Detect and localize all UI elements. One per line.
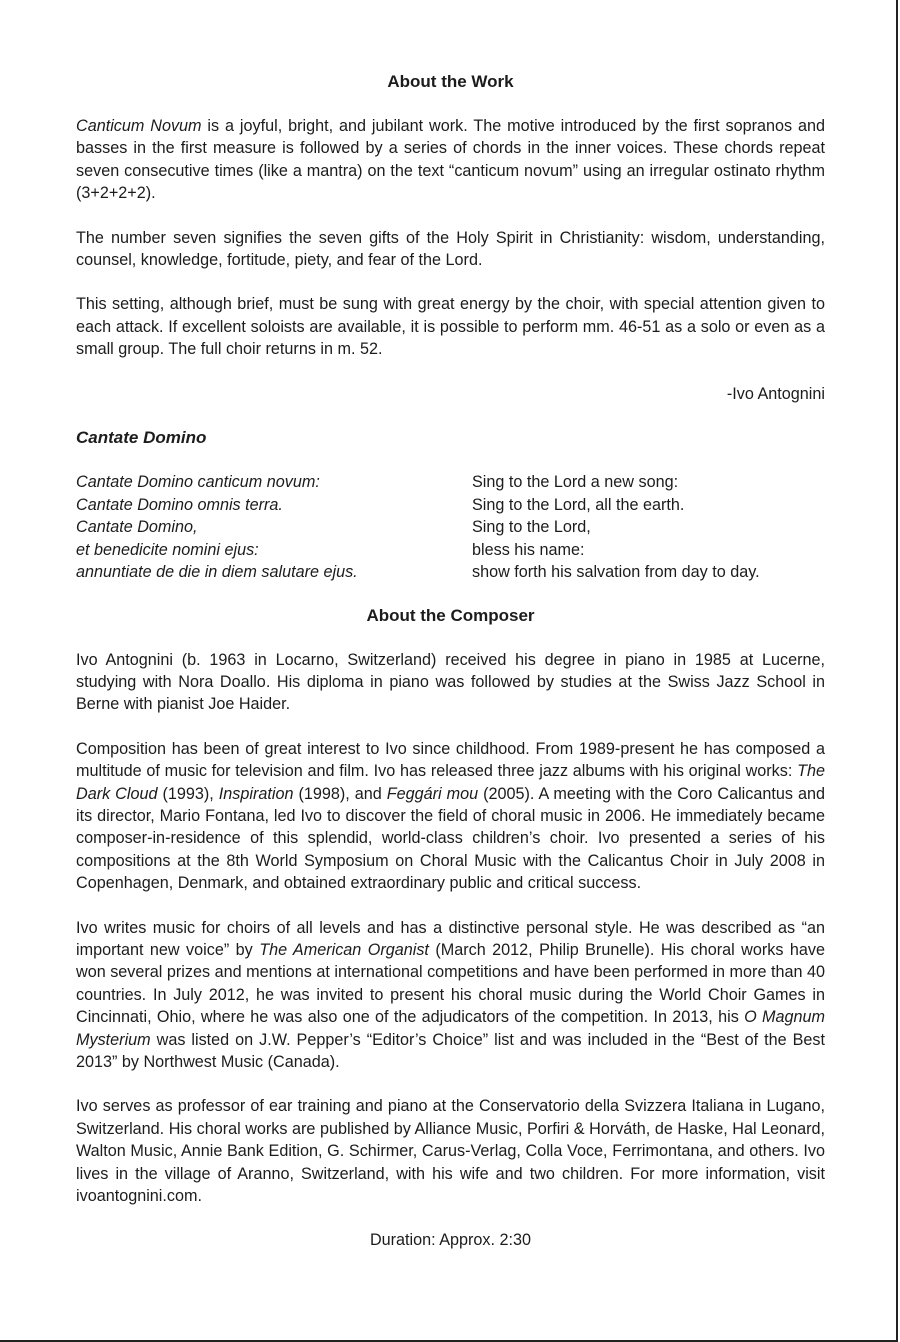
about-work-paragraph-1-text: is a joyful, bright, and jubilant work. The motive introduced by the first sopranos and basses in the first measure is followed by a series of chords in the inner voices. These chords repeat seven consecutive times (like a mantra) on the text “canticum novum” using an irregular ostinato rhythm (3+2+2+2). [76,117,825,203]
text-run: (March 2012, Philip Brunelle). His choral works have won several prizes and mentions at international competitions and have been performed in more than 40 countries. In July 2012, he was invited to present his choral music during the World Choir Games in Cincinnati, Ohio, where he was also one of the adjudicators of the competition. In 2013, his [76,940,825,1027]
latin-line: Cantate Domino, [76,518,198,537]
about-composer-paragraph-3 [76,917,825,1074]
about-composer-paragraph-1: Ivo Antognini (b. 1963 in Locarno, Switzerland) received his degree in piano in 1985 at Lucerne, studying with Nora Doallo. His diploma in piano was followed by studies at the Swiss Jazz School in Berne with pianist Joe Haider. [76,650,825,714]
english-line: Sing to the Lord, [472,518,591,537]
text-run: Composition has been of great interest to Ivo since childhood. From 1989-present he has composed a multitude of music for television and film. Ivo has released three jazz albums with his original works: [76,739,825,781]
signature: -Ivo Antognini [726,384,825,403]
latin-line: Cantate Domino canticum novum: [76,473,320,492]
page-content [76,70,825,1252]
text-run: (2005). A meeting with the Coro Calicantus and its director, Mario Fontana, led Ivo to discover the field of choral music in 2006. He immediately became composer-in-residence of this splendid, world-class children’s choir. Ivo presented a series of his compositions at the 8th World Symposium on Choral Music with the Calicantus Choir in July 2008 in Copenhagen, Denmark, and obtained extraordinary public and critical success. [76,784,825,893]
english-line: Sing to the Lord a new song: [472,473,679,492]
duration: Duration: Approx. 2:30 [369,1231,532,1250]
work-title-italic: Canticum Novum [76,117,202,135]
latin-line: et benedicite nomini ejus: [76,540,259,559]
text-run: was listed on J.W. Pepper’s “Editor’s Choice” list and was included in the “Best of the Best 2013” by Northwest Music (Canada). [76,1030,825,1071]
text-run: (1998), and [293,784,387,803]
latin-line: Cantate Domino omnis terra. [76,495,283,514]
latin-line: annuntiate de die in diem salutare ejus. [76,563,358,582]
text-section-title: Cantate Domino [76,428,207,448]
text-translation-table [76,471,825,583]
magazine-title: The American Organist [259,940,429,959]
english-line: Sing to the Lord, all the earth. [472,495,685,514]
english-line: bless his name: [472,540,585,559]
work-title: O Magnum Mysterium [76,1008,825,1049]
about-composer-heading: About the Composer [366,605,535,625]
album-title: Inspiration [218,784,294,803]
about-composer-paragraph-2 [76,738,825,895]
about-work-paragraph-3: This setting, although brief, must be sung with great energy by the choir, with special attention given to each attack. If excellent soloists are available, it is possible to perform mm. 46-51 as a solo or even as a small group. The full choir returns in m. 52. [76,295,825,359]
about-work-paragraph-1 [76,115,825,205]
about-composer-paragraph-4: Ivo serves as professor of ear training and piano at the Conservatorio della Svizzera Italiana in Lugano, Switzerland. His choral works are published by Alliance Music, Porfiri & Horváth, de Haske, Hal Leonard, Walton Music, Annie Bank Edition, G. Schirmer, Carus-Verlag, Colla Voce, Ferrimontana, and others. Ivo lives in the village of Aranno, Switzerland, with his wife and two children. For more information, visit ivoantognini.com. [76,1097,825,1206]
album-title: Feggári mou [386,784,479,803]
text-run: Ivo writes music for choirs of all levels and has a distinctive personal style. He was described as “an important new voice” by [76,918,825,959]
about-work-heading: About the Work [387,72,514,91]
text-run: (1993), [157,784,219,803]
album-title: The Dark Cloud [76,762,825,803]
english-line: show forth his salvation from day to day. [472,563,760,582]
about-work-paragraph-2: The number seven signifies the seven gifts of the Holy Spirit in Christianity: wisdom, understanding, counsel, knowledge, fortitude, piety, and fear of the Lord. [76,228,825,270]
